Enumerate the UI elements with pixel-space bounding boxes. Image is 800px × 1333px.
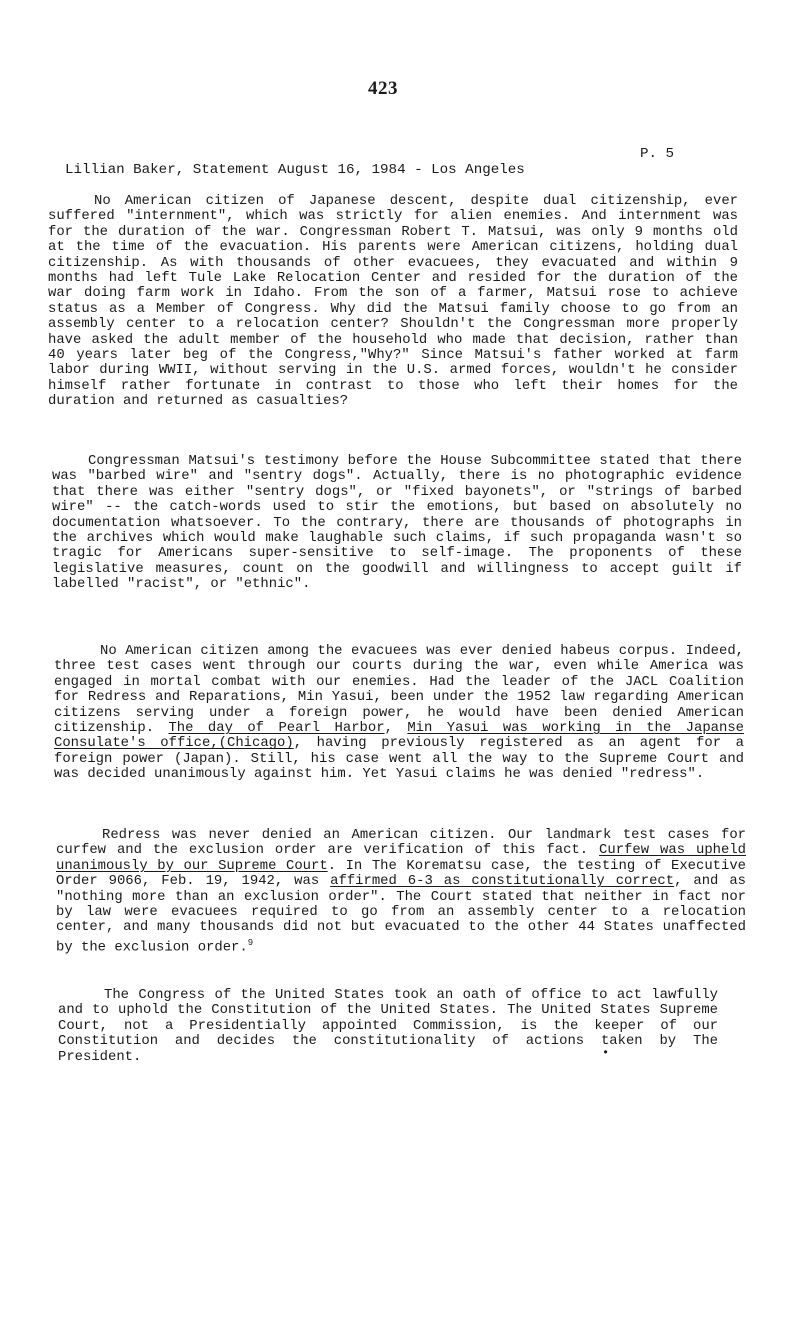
underlined-text: The day of Pearl Harbor: [168, 720, 385, 737]
paragraph-text: ,: [384, 720, 408, 737]
underlined-text: Curfew was upheld unanimously by our Supreme Court: [56, 842, 746, 874]
header-text: Lillian Baker, Statement August 16, 1984 - Los Angeles: [65, 162, 525, 178]
paragraph-testimony: Congressman Matsui's testimony before the House Subcommittee stated that there was "barbed wire" and "sentry dogs". Actually, there is no photographic evidence that there was either "sentry dogs", or "fixed bayonets", or "strings of barbed wire" -- the catch-words used to stir the emotions, but based on absolutely no documentation whatsoever. To the contrary, there are thousands of photographs in the archives which would make laughable such claims, if such propaganda wasn't so tragic for Americans super-sensitive to self-image. The proponents of these legislative measures, count on the goodwill and willingness to accept guilt if labelled "racist", or "ethnic".: [52, 453, 742, 593]
paragraph-text: Redress was never denied an American citizen. Our landmark test cases for curfew and the exclusion order are verification of this fact.: [56, 827, 746, 859]
page-number: 423: [368, 78, 398, 99]
paragraph-text: , having previously registered as an agent for a foreign power (Japan). Still, his case went all the way to the Supreme Court and was decided unanimously against him. Yet Yasui claims he was denied "redress".: [54, 735, 744, 783]
paragraph-text: . In The Korematsu case, the testing of Executive Order 9066, Feb. 19, 1942, was: [56, 857, 747, 890]
paragraph-text: , and as "nothing more than an exclusion order". The Court stated that neither in fact nor by law were evacuees required to go from an assembly center to a relocation center, and many thousands did not but evacuated to the other 44 States unaffected by the exclusion order.: [56, 873, 747, 956]
paragraph-redress: [56, 828, 746, 956]
paragraph-habeus-corpus: [54, 644, 744, 783]
scan-mark: •: [602, 1046, 610, 1060]
paragraph-text: No American citizen among the evacuees was ever denied habeus corpus. Indeed, three test cases went through our courts during the war, even while America was engaged in mortal combat with our enemies. Had the leader of the JACL Coalition for Redress and Reparations, Min Yasui, been under the 1952 law regarding American citizens serving under a foreign power, he would have been denied American citizenship.: [54, 643, 744, 737]
header-page-label: P. 5: [640, 146, 675, 162]
footnote-marker: 9: [247, 937, 254, 948]
document-header: [48, 146, 748, 194]
underlined-text: affirmed 6-3 as constitutionally correct: [330, 873, 675, 890]
paragraph-congress-oath: The Congress of the United States took an oath of office to act lawfully and to uphold the Constitution of the United States. The United States Supreme Court, not a Presidentially appointed Commission, is the keeper of our Constitution and decides the constitutionality of actions taken by The President.: [58, 987, 718, 1065]
underlined-text: Min Yasui was working in the Japanse Consulate's office,(Chicago): [54, 720, 744, 752]
paragraph-internment: No American citizen of Japanese descent, despite dual citizenship, ever suffered "internment", which was strictly for alien enemies. And internment was for the duration of the war. Congressman Robert T. Matsui, was only 9 months old at the time of the evacuation. His parents were American citizens, holding dual citizenship. As with thousands of other evacuees, they evacuated and within 9 months had left Tule Lake Relocation Center and resided for the duration of the war doing farm work in Idaho. From the son of a farmer, Matsui rose to achieve status as a Member of Congress. Why did the Matsui family choose to go from an assembly center to a relocation center? Shouldn't the Congressman more properly have asked the adult member of the household who made that decision, rather than 40 years later beg of the Congress,"Why?" Since Matsui's father worked at farm labor during WWII, without serving in the U.S. armed forces, wouldn't he consider himself rather fortunate in contrast to those who left their homes for the duration and returned as casualties?: [48, 193, 738, 410]
